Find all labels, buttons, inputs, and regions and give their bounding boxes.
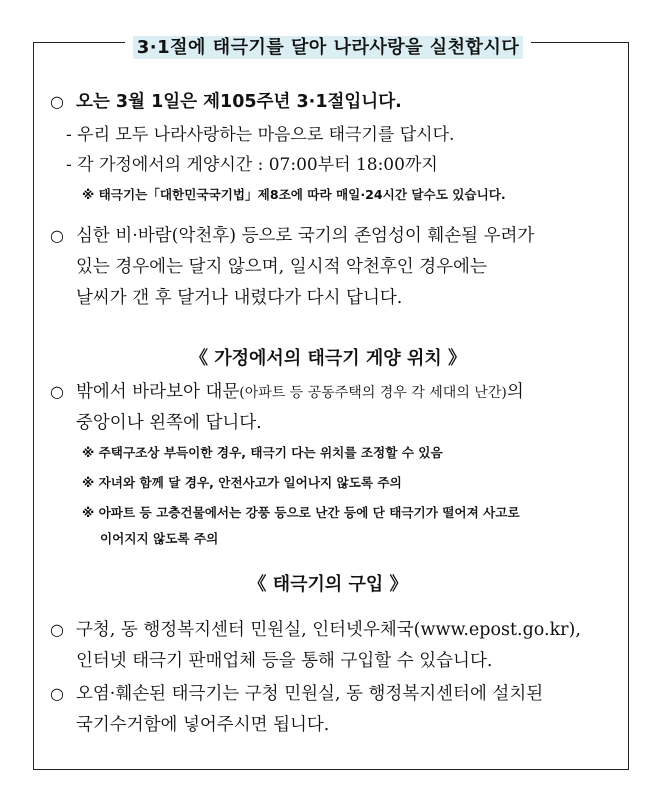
section-3-note-3: ※ 아파트 등 고층건물에서는 강풍 등으로 난간 등에 단 태극기가 떨어져 사고로 (82, 505, 520, 520)
circle-bullet-icon: ○ (50, 684, 64, 703)
section-1-sub-1: - 우리 모두 나라사랑하는 마음으로 태극기를 답시다. (66, 125, 455, 145)
section-2-line-3: 날씨가 갠 후 달거나 내렸다가 다시 답니다. (76, 288, 403, 308)
circle-bullet-icon: ○ (50, 92, 64, 111)
section-3-line-1: ○ 밖에서 바라보아 대문(아파트 등 공동주택의 경우 각 세대의 난간)의 (50, 382, 524, 402)
note-mark-icon: ※ (82, 505, 95, 520)
section-1-sub-2: - 각 가정에서의 게양시간 : 07:00부터 18:00까지 (66, 155, 438, 175)
heading-purchase: 《 태극기의 구입 》 (248, 574, 408, 595)
note-mark-icon: ※ (82, 445, 95, 460)
section-1-note: ※ 태극기는「대한민국국기법」제8조에 따라 매일·24시간 달수도 있습니다. (82, 187, 506, 202)
section-3-note-3-cont: 이어지지 않도록 주의 (100, 531, 219, 546)
section-2-line-1: ○ 심한 비·바람(악천후) 등으로 국기의 존엄성이 훼손될 우려가 (50, 226, 535, 246)
circle-bullet-icon: ○ (50, 226, 64, 245)
section-3-note-1: ※ 주택구조상 부득이한 경우, 태극기 다는 위치를 조정할 수 있음 (82, 445, 443, 460)
section-4-line-1: ○ 구청, 동 행정복지센터 민원실, 인터넷우체국(www.epost.go.kr), (50, 620, 581, 640)
page-title: 3·1절에 태극기를 달아 나라사랑을 실천합시다 (125, 31, 531, 61)
section-5-line-2: 국기수거함에 넣어주시면 됩니다. (76, 715, 330, 735)
heading-display-location: 《 가정에서의 태극기 게양 위치 》 (190, 348, 466, 369)
section-2-line-2: 있는 경우에는 달지 않으며, 일시적 악천후인 경우에는 (76, 257, 487, 277)
section-5-line-1: ○ 오염·훼손된 태극기는 구청 민원실, 동 행정복지센터에 설치된 (50, 684, 544, 704)
note-mark-icon: ※ (82, 187, 95, 202)
circle-bullet-icon: ○ (50, 620, 64, 639)
note-mark-icon: ※ (82, 475, 95, 490)
section-1-main: ○ 오는 3월 1일은 제105주년 3·1절입니다. (50, 92, 402, 112)
section-3-note-2: ※ 자녀와 함께 달 경우, 안전사고가 일어나지 않도록 주의 (82, 475, 402, 490)
section-3-line-2: 중앙이나 왼쪽에 답니다. (76, 413, 262, 433)
title-bar (0, 31, 656, 61)
section-4-line-2: 인터넷 태극기 판매업체 등을 통해 구입할 수 있습니다. (76, 651, 493, 671)
circle-bullet-icon: ○ (50, 382, 64, 401)
